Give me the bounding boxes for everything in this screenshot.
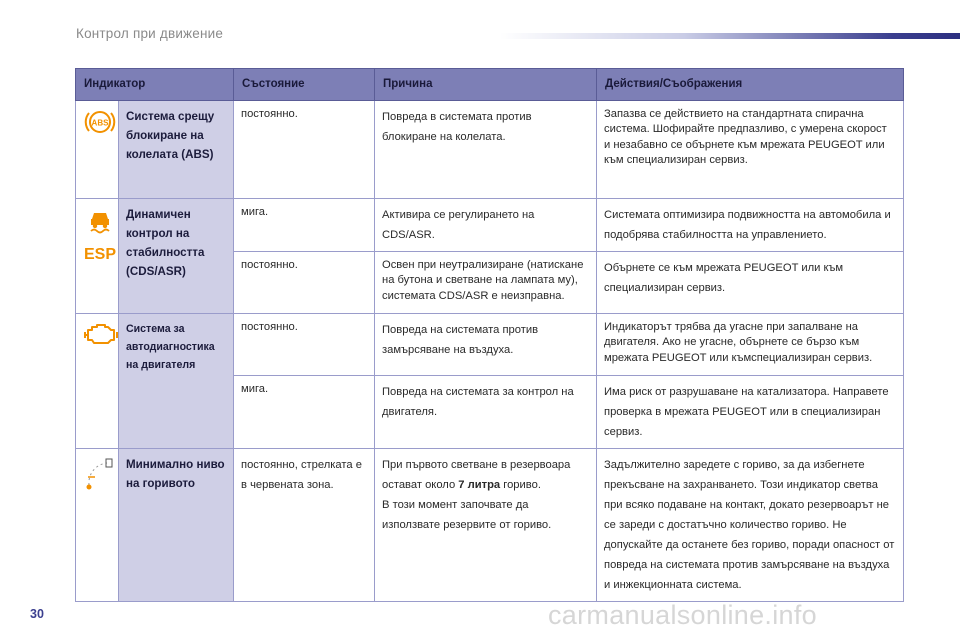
action-text-fuel: Задължително заредете с гориво, за да избегнете прекъсване на захранването. Този индикатор светва при всяко подаване на контакт, докато резервоарът не се зареди с достатъчно количество гориво. Не допускайте да останете без гориво, поради опасност от повреда на системата против замърсяване на въздуха и инжекционната система. [604, 459, 895, 591]
cause-text-esp-1: Активира се регулирането на CDS/ASR. [382, 209, 535, 241]
cause-text-fuel-post: гориво. [500, 479, 541, 491]
esp-icon-cell [76, 199, 119, 314]
abs-warning-icon [83, 107, 117, 142]
fuel-amount: 7 литра [458, 479, 501, 491]
state-text-fuel: постоянно, стрелката е в червената зона. [241, 459, 362, 491]
state-text [234, 449, 375, 602]
action-text-esp-1: Системата оптимизира подвижността на автомобила и подобрява стабилността на управлението. [604, 209, 891, 241]
esp-icon [83, 205, 117, 262]
table-row-fuel [76, 449, 904, 602]
cause-text-fuel-2: В този момент започвате да използвате резервите от гориво. [382, 499, 552, 531]
column-header-state: Състояние [234, 69, 375, 101]
cause-text [375, 101, 597, 199]
action-text [597, 449, 904, 602]
indicator-name: Динамичен контрол на стабилността (CDS/ASR) [119, 199, 234, 314]
action-text-engine-2: Има риск от разрушаване на катализатора. Направете проверка в мрежата PEUGEOT или в специализиран сервиз. [604, 386, 889, 438]
state-text: постоянно. [234, 252, 375, 314]
action-text: Запазва се действието на стандартната спирачна система. Шофирайте предпазливо, с умерена скорост и незабавно се обърнете към мрежата PEUGEOT или към специализиран сервиз. [597, 101, 904, 199]
table-row-engine-steady [76, 314, 904, 376]
state-text: мига. [234, 199, 375, 252]
table-header-row [76, 69, 904, 101]
action-text [597, 199, 904, 252]
state-text: мига. [234, 376, 375, 449]
cause-text: Освен при неутрализиране (натискане на бутона и светване на лампата му), системата CDS/ASR е неизправна. [375, 252, 597, 314]
column-header-indicator: Индикатор [76, 69, 234, 101]
action-text-esp-2: Обърнете се към мрежата PEUGEOT или към специализиран сервиз. [604, 262, 844, 294]
indicator-name: Минимално ниво на горивото [119, 449, 234, 602]
action-text [597, 376, 904, 449]
header-decoration-bar [500, 33, 960, 39]
cause-text-engine-1: Повреда на системата против замърсяване на въздуха. [382, 324, 539, 356]
cause-text [375, 314, 597, 376]
fuel-gauge-icon [83, 455, 117, 496]
action-text [597, 252, 904, 314]
state-text: постоянно. [234, 314, 375, 376]
cause-text [375, 376, 597, 449]
action-text: Индикаторът трябва да угасне при запалване на двигателя. Ако не угасне, обърнете се бързо към мрежата PEUGEOT или къмспециализиран сервиз. [597, 314, 904, 376]
cause-text-engine-2: Повреда на системата за контрол на двигателя. [382, 386, 574, 418]
column-header-cause: Причина [375, 69, 597, 101]
table-row-abs [76, 101, 904, 199]
cause-text [375, 199, 597, 252]
cause-text [375, 449, 597, 602]
svg-text:ABS: ABS [91, 118, 109, 128]
cause-text-fuel-pre: При първото светване в резервоара остават около [382, 459, 571, 491]
table-row-esp-blinking [76, 199, 904, 252]
fuel-icon-cell [76, 449, 119, 602]
cause-text-fuel [382, 455, 589, 495]
esp-icon-label: ESP [83, 246, 116, 264]
engine-icon-cell [76, 314, 119, 449]
page-number: 30 [30, 607, 44, 621]
indicator-name: Система срещу блокиране на колелата (ABS) [119, 101, 234, 199]
section-title: Контрол при движение [76, 26, 224, 41]
abs-icon-cell [76, 101, 119, 199]
cause-text-abs: Повреда в системата против блокиране на колелата. [382, 111, 532, 143]
indicator-name: Система за автодиагностика на двигателя [119, 314, 234, 449]
indicator-table [75, 68, 904, 602]
column-header-action: Действия/Съображения [597, 69, 904, 101]
engine-check-icon [83, 320, 119, 353]
watermark: carmanualsonline.info [548, 600, 817, 630]
state-text: постоянно. [234, 101, 375, 199]
